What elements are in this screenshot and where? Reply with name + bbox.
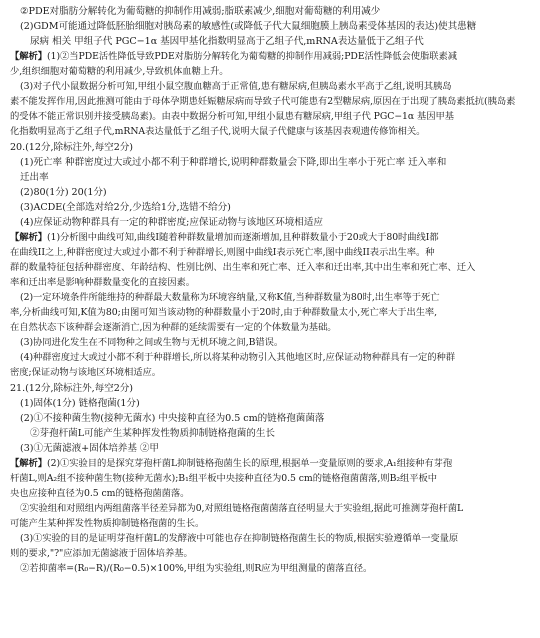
q19-answer-3a: (2)GDM可能通过降低胚胎细胞对胰岛素的敏感性(或降低子代大鼠细胞膜上胰岛素受体基因的表达)使其患糖: [20, 21, 477, 32]
q21-exp-line: ②实验组和对照组内两组菌落半径差异都为0,对照组链格孢菌菌落直径明显大于实验组,据此可推测芽孢杆菌L: [20, 503, 464, 514]
q19-exp-line: (1)②当PDE活性降低导致PDE对脂肪分解转化为葡萄糖的抑制作用减弱;PDE活性降低会使脂联素减: [47, 51, 458, 62]
q21-heading: 21.(12分,除标注外,每空2分): [10, 383, 134, 394]
q21-exp-line: 央也应接种直径为0.5 cm的链格孢菌菌落。: [10, 488, 190, 499]
explanation-tag: 【解析】: [10, 51, 47, 62]
q20-answer-2: (2)80(1分) 20(1分): [20, 187, 107, 198]
q20-exp-line: 在曲线II之上,种群密度过大或过小都不利于种群增长,则图中曲线I表示死亡率,图中曲线II表示出生率。种: [10, 247, 435, 258]
q19-exp-line: 素不能发挥作用,因此推测可能由于母体孕期患妊娠糖尿病而导致子代可能患有2型糖尿病,原因在于出现了胰岛素抵抗(胰岛素: [10, 96, 516, 107]
q20-exp-line: 密度;保证动物与该地区环境相适应。: [10, 367, 162, 378]
q21-answer-1: (1)固体(1分) 链格孢菌(1分): [20, 398, 140, 409]
q19-exp-line: (3)对子代小鼠数据分析可知,甲组小鼠空腹血糖高于正常值,患有糖尿病,但胰岛素水平高于乙组,说明其胰岛: [20, 81, 452, 92]
q21-answer-2b: ②芽孢杆菌L可能产生某种挥发性物质抑制链格孢菌的生长: [30, 428, 275, 439]
q20-answers: [10, 140, 530, 230]
q20-exp-line: (3)协同进化发生在不同物种之间或生物与无机环境之间,B错误。: [20, 337, 284, 348]
q20-answer-3: (3)ACDE(全部选对给2分,少选给1分,选错不给分): [20, 202, 231, 213]
q20-exp-line: (1)分析图中曲线可知,曲线I随着种群数量增加而逐渐增加,且种群数量小于20或大于80时曲线I都: [47, 232, 439, 243]
q20-exp-line: 率和迁出率是影响种群数量变化的直接因素。: [10, 277, 195, 288]
q19-exp-line: 的受体不能正常识别并接受胰岛素)。由表中数据分析可知,甲组小鼠患有糖尿病,甲组子代 PGC−1α 基因甲基: [10, 111, 455, 122]
q20-answer-1: (1)死亡率 种群密度过大或过小都不利于种群增长,说明种群数量会下降,即出生率小于死亡率 迁入率和: [20, 157, 447, 168]
q21-exp-line: 杆菌L,则A₂组不接种菌生物(接种无菌水);B₁组平板中央接种直径为0.5 cm的链格孢菌菌落,则B₂组平板中: [10, 473, 438, 484]
q21-explanation: [10, 456, 530, 576]
q20-answer-1b: 迁出率: [20, 172, 49, 183]
q20-exp-line: (4)种群密度过大或过小都不利于种群增长,所以将某种动物引入其他地区时,应保证动物种群具有一定的种群: [20, 352, 455, 363]
q20-explanation: [10, 230, 530, 380]
q21-exp-line: (3)①实验的目的是证明芽孢杆菌L的发酵液中可能也存在抑制链格孢菌生长的物质,根据实验遵循单一变量原: [20, 533, 459, 544]
q19-exp-line: 少,组织细胞对葡萄糖的利用减少,导致机体血糖上升。: [10, 66, 229, 77]
q21-exp-line: 可能产生某种挥发性物质抑制链格孢菌的生长。: [10, 518, 205, 529]
q20-exp-line: 率,分析曲线可知,K值为80;由图可知当该动物的种群数量小于20时,由于种群数量太小,死亡率大于出生率,: [10, 307, 438, 318]
q19-answer-2: ②PDE对脂肪分解转化为葡萄糖的抑制作用减弱;脂联素减少,细胞对葡萄糖的利用减少: [20, 6, 381, 17]
explanation-tag: 【解析】: [10, 458, 47, 469]
q20-heading: 20.(12分,除标注外,每空2分): [10, 142, 134, 153]
q20-exp-line: 在自然状态下该种群会逐渐消亡,因为种群的延续需要有一定的个体数量为基础。: [10, 322, 337, 333]
q21-exp-line: (2)①实验目的是探究芽孢杆菌L抑制链格孢菌生长的原理,根据单一变量原则的要求,A₁组接种有芽孢: [47, 458, 453, 469]
explanation-tag: 【解析】: [10, 232, 47, 243]
q21-answer-3: (3)①无菌滤液+固体培养基 ②甲: [20, 443, 159, 454]
q19-answer-3b: 尿病 相关 甲组子代 PGC−1α 基因甲基化指数明显高于乙组子代,mRNA表达量低于乙组子代: [30, 36, 424, 47]
q19-exp-line: 化指数明显高于乙组子代,mRNA表达量低于乙组子代,说明大鼠子代健康与该基因表观遗传修饰相关。: [10, 126, 426, 137]
q20-exp-line: 群的数量特征包括种群密度、年龄结构、性别比例、出生率和死亡率、迁入率和迁出率,其中出生率和死亡率、迁入: [10, 262, 476, 273]
q20-answer-4: (4)应保证动物种群具有一定的种群密度;应保证动物与该地区环境相适应: [20, 217, 323, 228]
q19-explanation: [10, 49, 530, 139]
q20-exp-line: (2)一定环境条件所能维持的种群最大数量称为环境容纳量,又称K值,当种群数量为80时,出生率等于死亡: [20, 292, 440, 303]
q21-answers: [10, 381, 530, 456]
q19-answers: [10, 4, 530, 49]
q21-exp-line: 则的要求,"?"应添加无菌滤液于固体培养基。: [10, 548, 193, 559]
q21-answer-2: (2)①不接种菌生物(接种无菌水) 中央接种直径为0.5 cm的链格孢菌菌落: [20, 413, 325, 424]
q21-exp-line: ②若抑菌率=(R₀−R)/(R₀−0.5)×100%,甲组为实验组,则R应为甲组测量的菌落直径。: [20, 563, 373, 574]
